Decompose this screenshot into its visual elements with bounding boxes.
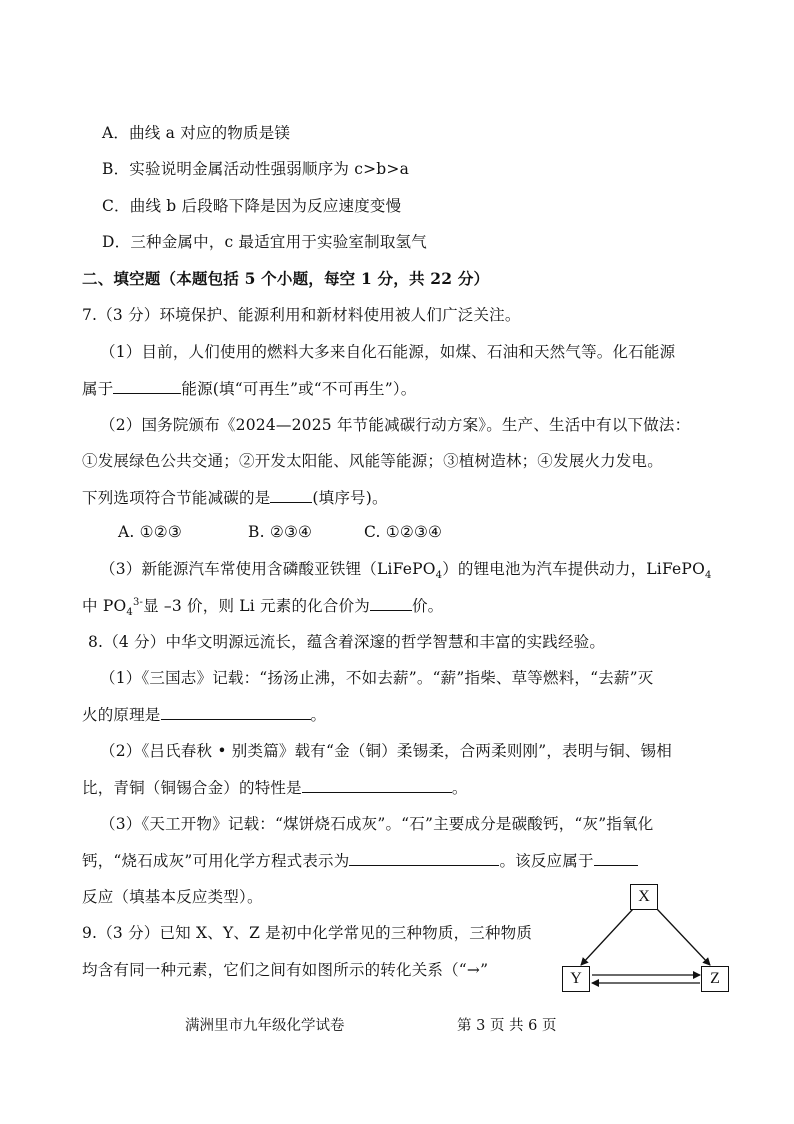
q7-part3-text-e: 价。 (411, 597, 444, 615)
q7-part3-text-d: 显 –3 价，则 Li 元素的化合价为 (143, 597, 370, 615)
arrow-x-to-y (581, 909, 633, 965)
q7-option-b: B. ②③④ (248, 523, 313, 541)
subscript: 4 (435, 570, 443, 582)
q7-part3-text-b: ）的锂电池为汽车提供动力，LiFePO (442, 560, 705, 578)
q6-option-d: D．三种金属中，c 最适宜用于实验室制取氢气 (102, 233, 427, 251)
diagram-node-y: Y (562, 966, 590, 992)
q6-option-c: C．曲线 b 后段略下降是因为反应速度变慢 (102, 197, 402, 215)
q7-part2-text-b: (填序号)。 (312, 489, 388, 507)
superscript: 3- (132, 596, 144, 608)
footer-page-number: 第 3 页 共 6 页 (457, 1018, 557, 1034)
q8-part2-line1: （2）《吕氏春秋 • 别类篇》载有“金（铜）柔锡柔，合两柔则刚”，表明与铜、锡相 (100, 742, 672, 760)
q8-part3-text-b: 。该反应属于 (499, 852, 594, 870)
arrow-x-to-z (657, 909, 710, 965)
q8-part2-text-b: 。 (451, 779, 468, 797)
q8-part3-line3: 反应（填基本反应类型）。 (82, 888, 263, 906)
q7-stem: 7.（3 分）环境保护、能源利用和新材料使用被人们广泛关注。 (82, 306, 521, 324)
q7-option-a: A. ①②③ (118, 523, 182, 541)
q8-part1-text-b: 。 (310, 706, 327, 724)
q7-part2-text-a: 下列选项符合节能减碳的是 (82, 489, 271, 507)
diagram-node-z: Z (701, 966, 729, 992)
q8-part1-line1: （1）《三国志》记载：“扬汤止沸，不如去薪”。“薪”指柴、草等燃料，“去薪”灭 (100, 669, 654, 687)
q8-part3-text-a: 钙，“烧石成灰”可用化学方程式表示为 (82, 852, 350, 870)
q7-part2-line1: （2）国务院颁布《2024—2025 年节能减碳行动方案》。生产、生活中有以下做法： (100, 416, 691, 434)
q6-option-b: B．实验说明金属活动性强弱顺序为 c>b>a (102, 160, 410, 178)
q8-part3-line1: （3）《天工开物》记载：“煤饼烧石成灰”。“石”主要成分是碳酸钙，“灰”指氧化 (100, 815, 654, 833)
q8-part2-text-a: 比，青铜（铜锡合金）的特性是 (82, 779, 302, 797)
q7-part1-text-b: 能源(填“可再生”或“不可再生”）。 (181, 380, 417, 398)
q9-line1: 9.（3 分）已知 X、Y、Z 是初中化学常见的三种物质，三种物质 (82, 924, 533, 942)
q7-part3-text-c: 中 PO (82, 597, 127, 615)
diagram-node-x: X (630, 884, 658, 910)
q7-part1-line1: （1）目前，人们使用的燃料大多来自化石能源，如煤、石油和天然气等。化石能源 (100, 343, 676, 361)
q7-part2-line2: ①发展绿色公共交通；②开发太阳能、风能等能源；③植树造林；④发展火力发电。 (82, 452, 663, 470)
q7-option-c: C. ①②③④ (364, 523, 443, 541)
subscript: 4 (126, 607, 133, 619)
footer-exam-title: 满洲里市九年级化学试卷 (185, 1018, 345, 1034)
subscript: 4 (704, 570, 712, 582)
q9-line2: 均含有同一种元素，它们之间有如图所示的转化关系（“→” (82, 961, 489, 979)
q7-part3-text-a: （3）新能源汽车常使用含磷酸亚铁锂（LiFePO (100, 560, 436, 578)
q8-part1-text-a: 火的原理是 (82, 706, 161, 724)
q6-option-a: A．曲线 a 对应的物质是镁 (102, 124, 291, 142)
q8-stem: 8.（4 分）中华文明源远流长，蕴含着深邃的哲学智慧和丰富的实践经验。 (88, 633, 606, 651)
section2-title: 二、填空题（本题包括 5 个小题，每空 1 分，共 22 分） (82, 269, 490, 288)
q7-part1-text-a: 属于 (82, 380, 114, 398)
